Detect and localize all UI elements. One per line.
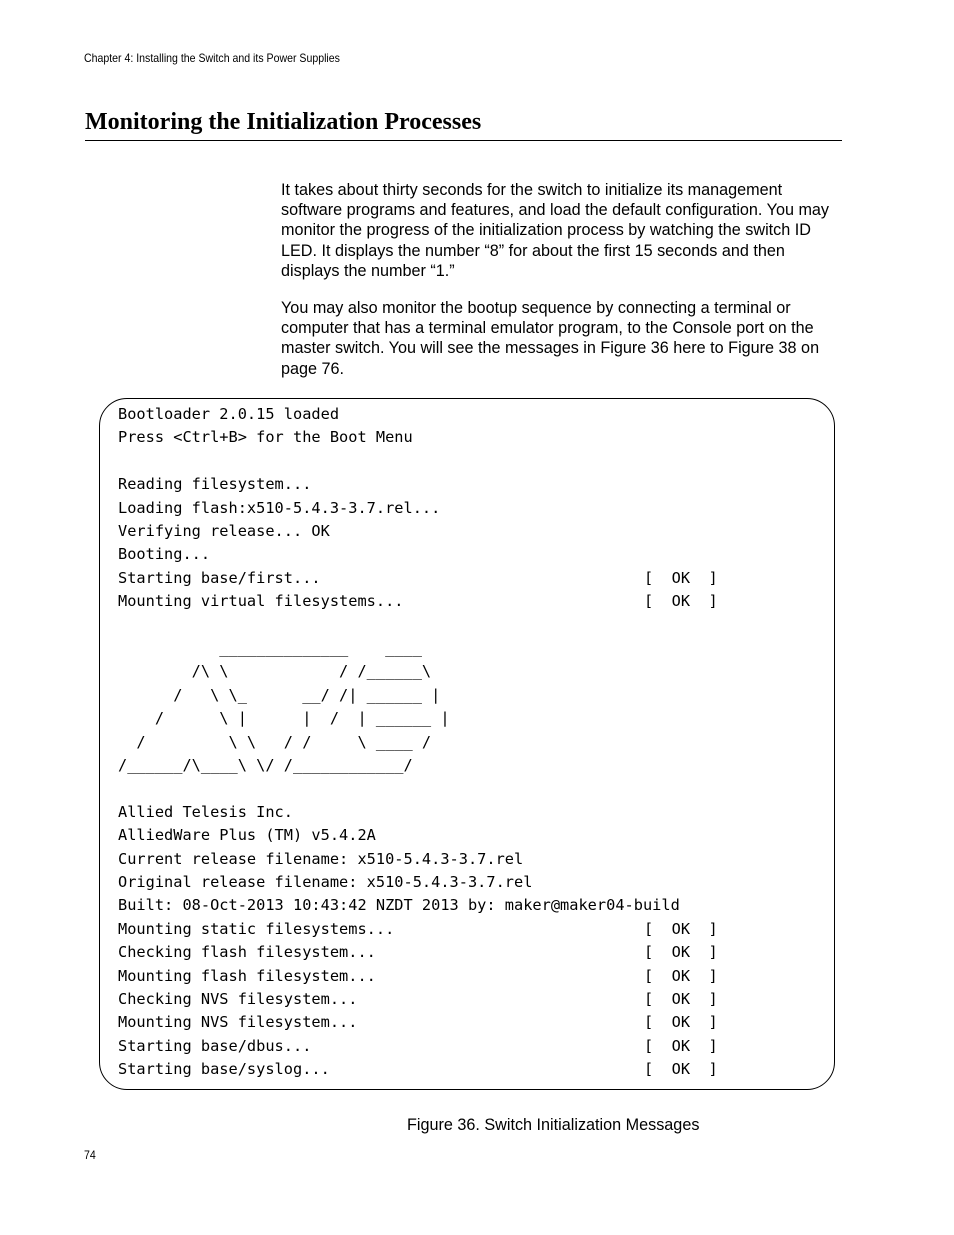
terminal-line-text: Mounting static filesystems... bbox=[118, 919, 395, 938]
console-paragraph: You may also monitor the bootup sequence by connecting a terminal or computer that has a terminal emulator program, to the Console port on the master switch. You will see the messages in Figure 36 here to Figure 38 on page 76. bbox=[281, 299, 820, 378]
terminal-line bbox=[118, 567, 718, 590]
terminal-line-text: Press <Ctrl+B> for the Boot Menu bbox=[118, 428, 413, 447]
terminal-line-text: Starting base/dbus... bbox=[118, 1036, 312, 1055]
terminal-line-text: Bootloader 2.0.15 loaded bbox=[118, 405, 340, 423]
running-header: Chapter 4: Installing the Switch and its Power Supplies bbox=[84, 51, 340, 65]
terminal-status: [ OK ] bbox=[644, 943, 718, 962]
terminal-line-text: / \ \ / / \ ____ / bbox=[118, 732, 432, 751]
terminal-line-text: Verifying release... OK bbox=[118, 522, 330, 540]
terminal-status: [ OK ] bbox=[644, 1036, 718, 1055]
terminal-line-text: Checking NVS filesystem... bbox=[118, 990, 358, 1008]
terminal-line-text: Mounting flash filesystem... bbox=[118, 966, 376, 985]
terminal-line-text: Allied Telesis Inc. bbox=[118, 802, 293, 821]
terminal-line-text: Reading filesystem... bbox=[118, 475, 312, 494]
intro-paragraph: It takes about thirty seconds for the switch to initialize its management software programs and features, and load the default configuration. You may monitor the progress of the initialization process by watching the switch ID LED. It displays the number “8” for about the first 15 seconds and then displays the number “1.” bbox=[281, 181, 830, 280]
terminal-line bbox=[118, 848, 523, 871]
terminal-line bbox=[118, 520, 330, 543]
section-title: Monitoring the Initialization Processes bbox=[85, 109, 482, 135]
terminal-line bbox=[118, 403, 339, 426]
terminal-line bbox=[118, 1035, 718, 1058]
terminal-line bbox=[118, 1058, 718, 1081]
terminal-line-text: /\ \ / /______\ bbox=[118, 662, 432, 681]
terminal-line-text: / \ | | / | ______ | bbox=[118, 709, 450, 728]
terminal-status: [ OK ] bbox=[644, 1060, 718, 1079]
terminal-line-text: Mounting virtual filesystems... bbox=[118, 592, 404, 611]
terminal-line-text: ______________ ____ bbox=[118, 639, 422, 657]
terminal-status: [ OK ] bbox=[644, 592, 718, 611]
terminal-line-text: AlliedWare Plus (TM) v5.4.2A bbox=[118, 826, 376, 845]
terminal-line bbox=[118, 497, 440, 520]
terminal-line bbox=[118, 965, 718, 988]
terminal-line bbox=[118, 988, 718, 1011]
terminal-line bbox=[118, 824, 376, 847]
figure-caption: Figure 36. Switch Initialization Messages bbox=[407, 1116, 700, 1134]
terminal-line bbox=[118, 660, 431, 683]
terminal-line bbox=[118, 1011, 718, 1034]
terminal-line bbox=[118, 918, 718, 941]
terminal-line bbox=[118, 637, 422, 660]
terminal-line-text: / \ \_ __/ /| ______ | bbox=[118, 685, 441, 704]
terminal-line bbox=[118, 871, 532, 894]
page-number: 74 bbox=[84, 1148, 96, 1162]
terminal-line-text: Checking flash filesystem... bbox=[118, 943, 376, 962]
terminal-line bbox=[118, 941, 718, 964]
terminal-line bbox=[118, 731, 431, 754]
terminal-status: [ OK ] bbox=[644, 1013, 718, 1032]
terminal-line bbox=[118, 473, 311, 496]
terminal-line-text: /______/\____\ \/ /____________/ bbox=[118, 756, 413, 774]
terminal-line bbox=[118, 426, 413, 449]
terminal-line-text: Loading flash:x510-5.4.3-3.7.rel... bbox=[118, 498, 441, 517]
terminal-line-text: Booting... bbox=[118, 545, 211, 564]
terminal-line bbox=[118, 590, 718, 613]
terminal-line bbox=[118, 707, 450, 730]
terminal-line-text: Current release filename: x510-5.4.3-3.7.rel bbox=[118, 849, 524, 868]
terminal-line-text: Built: 08-Oct-2013 10:43:42 NZDT 2013 by: maker@maker04-build bbox=[118, 896, 680, 915]
terminal-line-text: Mounting NVS filesystem... bbox=[118, 1013, 358, 1032]
terminal-line bbox=[118, 801, 293, 824]
terminal-line-text: Starting base/syslog... bbox=[118, 1060, 330, 1079]
terminal-status: [ OK ] bbox=[644, 919, 718, 938]
title-rule bbox=[85, 140, 842, 141]
terminal-line bbox=[118, 684, 440, 707]
terminal-line-text: Original release filename: x510-5.4.3-3.7.rel bbox=[118, 873, 533, 891]
terminal-status: [ OK ] bbox=[644, 990, 718, 1008]
terminal-line bbox=[118, 543, 210, 566]
terminal-status: [ OK ] bbox=[644, 568, 718, 587]
terminal-line-text: Starting base/first... bbox=[118, 568, 321, 587]
terminal-line bbox=[118, 894, 680, 917]
terminal-status: [ OK ] bbox=[644, 966, 718, 985]
terminal-line bbox=[118, 754, 413, 777]
